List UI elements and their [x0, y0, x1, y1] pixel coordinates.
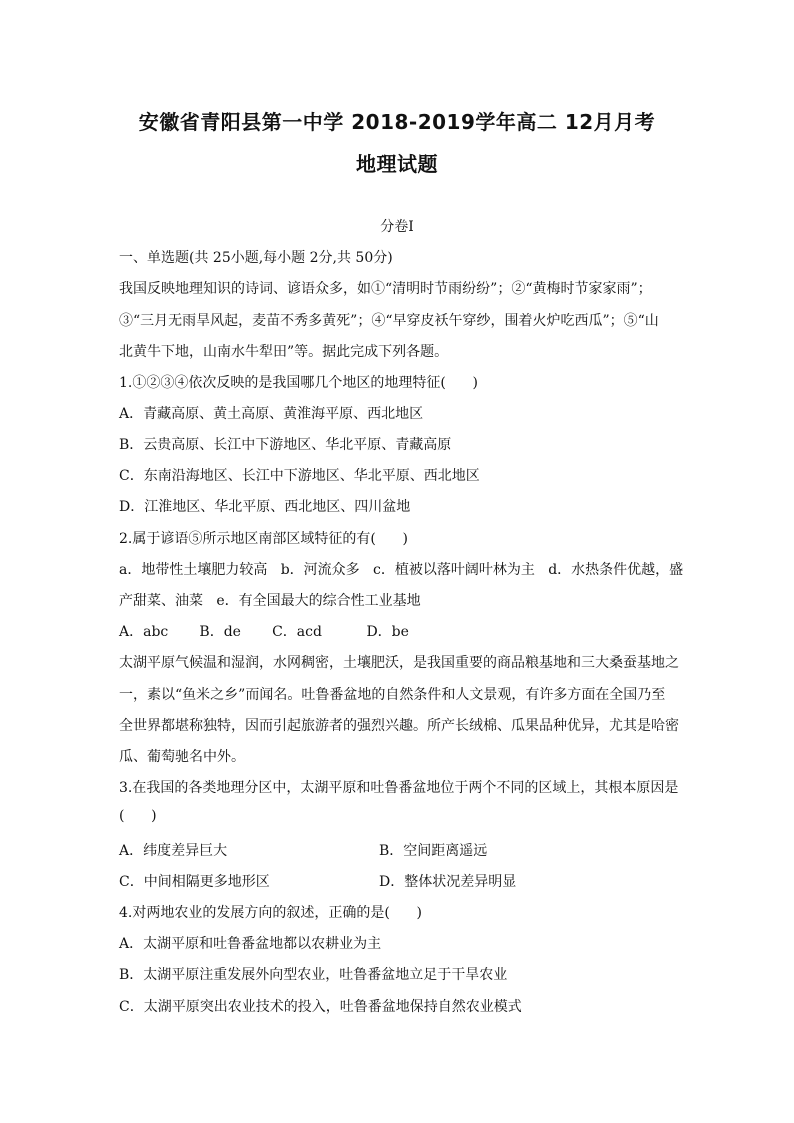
question-4-option-c: C．太湖平原突出农业技术的投入，吐鲁番盆地保持自然农业模式 — [119, 999, 522, 1015]
question-3-stem: 3.在我国的各类地理分区中，太湖平原和吐鲁番盆地位于两个不同的区域上，其根本原因是 — [119, 780, 679, 796]
question-2-statement: a．地带性土壤肥力较高 b．河流众多 c．植被以落叶阔叶林为主 d．水热条件优越，盛 — [119, 562, 684, 578]
question-2-statement: 产甜菜、油菜 e．有全国最大的综合性工业基地 — [119, 593, 421, 609]
question-1-option-a: A．青藏高原、黄土高原、黄淮海平原、西北地区 — [119, 406, 424, 422]
passage-line: 太湖平原气候温和湿润，水网稠密，土壤肥沃，是我国重要的商品粮基地和三大桑蚕基地之 — [119, 655, 679, 671]
passage-line: 瓜、葡萄驰名中外。 — [119, 749, 245, 765]
question-1-option-b: B．云贵高原、长江中下游地区、华北平原、青藏高原 — [119, 437, 452, 453]
passage-line: 一，素以“鱼米之乡”而闻名。吐鲁番盆地的自然条件和人文景观，有许多方面在全国乃至 — [119, 687, 666, 703]
intro-line: ③“三月无雨旱风起，麦苗不秀多黄死”；④“早穿皮袄午穿纱，围着火炉吃西瓜”；⑤“山 — [119, 313, 659, 329]
intro-line: 北黄牛下地，山南水牛犁田”等。据此完成下列各题。 — [119, 344, 449, 360]
exam-subject: 地理试题 — [356, 152, 438, 176]
part-heading: 一、单选题(共 25小题,每小题 2分,共 50分) — [119, 250, 393, 266]
exam-title: 安徽省青阳县第一中学 2018-2019学年高二 12月月考 — [138, 110, 656, 134]
question-3-option-d: D．整体状况差异明显 — [379, 874, 517, 890]
section-label: 分卷I — [380, 219, 414, 235]
question-4-option-a: A．太湖平原和吐鲁番盆地都以农耕业为主 — [119, 936, 382, 952]
question-2-stem: 2.属于谚语⑤所示地区南部区域特征的有( ) — [119, 531, 408, 547]
question-4-stem: 4.对两地农业的发展方向的叙述，正确的是( ) — [119, 905, 422, 921]
passage-line: 全世界都堪称独特，因而引起旅游者的强烈兴趣。所产长绒棉、瓜果品种优异，尤其是哈密 — [119, 718, 679, 734]
question-3-option-b: B．空间距离遥远 — [379, 843, 488, 859]
question-1-option-d: D．江淮地区、华北平原、西北地区、四川盆地 — [119, 499, 411, 515]
question-3-option-a: A．纬度差异巨大 — [119, 843, 228, 859]
question-3-stem: ( ) — [119, 808, 157, 824]
intro-line: 我国反映地理知识的诗词、谚语众多，如①“清明时节雨纷纷”；②“黄梅时节家家雨”； — [119, 281, 652, 297]
question-1-stem: 1.①②③④依次反映的是我国哪几个地区的地理特征( ) — [119, 375, 478, 391]
question-2-options: A．abc B．de C．acd D．be — [119, 624, 409, 640]
question-3-option-c: C．中间相隔更多地形区 — [119, 874, 270, 890]
question-4-option-b: B．太湖平原注重发展外向型农业，吐鲁番盆地立足于干旱农业 — [119, 967, 508, 983]
question-1-option-c: C．东南沿海地区、长江中下游地区、华北平原、西北地区 — [119, 468, 480, 484]
